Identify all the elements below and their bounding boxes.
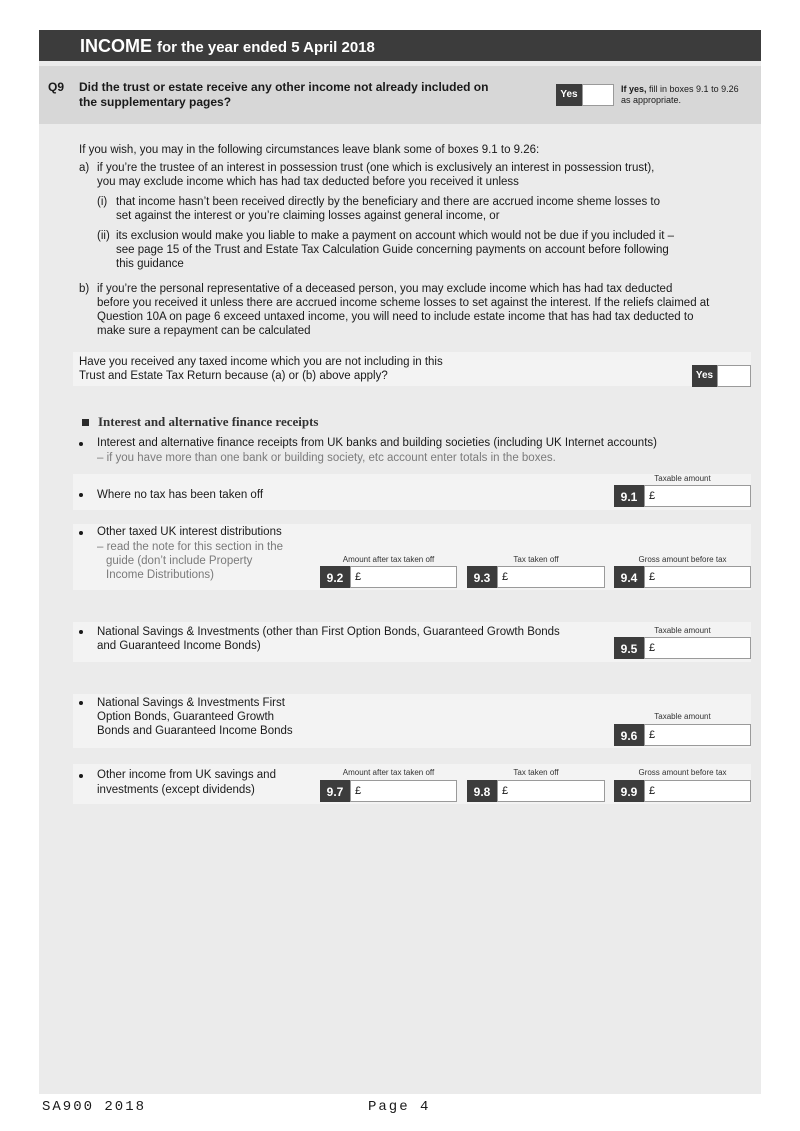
row-9-2-line1: Other taxed UK interest distributions bbox=[97, 526, 282, 538]
box-9-3-input[interactable]: £ bbox=[497, 566, 605, 588]
q9-yes-checkbox[interactable] bbox=[582, 84, 614, 106]
intro-ii-line1: its exclusion would make you liable to make a payment on account which would not be due if you included it – bbox=[116, 230, 675, 242]
box-9-8-number: 9.8 bbox=[467, 780, 497, 802]
intro-b-line3: Question 10A on page 6 exceed untaxed income, you will need to include estate income that has had tax deducted to bbox=[97, 311, 694, 323]
bullet-icon bbox=[79, 493, 83, 497]
intro-lead: If you wish, you may in the following circumstances leave blank some of boxes 9.1 to 9.26: bbox=[79, 144, 540, 156]
row-9-6-line2: Option Bonds, Guaranteed Growth bbox=[97, 711, 275, 723]
label-taxable-9-1: Taxable amount bbox=[654, 474, 711, 483]
label-after-tax-9-2: Amount after tax taken off bbox=[342, 555, 435, 564]
row-9-2-note1: – read the note for this section in the bbox=[97, 541, 284, 553]
section-square-icon bbox=[82, 419, 89, 426]
box-9-3-number: 9.3 bbox=[467, 566, 497, 588]
bullet-icon bbox=[79, 442, 83, 446]
box-9-5-input[interactable]: £ bbox=[644, 637, 751, 659]
intro-ii-line2: see page 15 of the Trust and Estate Tax Calculation Guide concerning payments on account before following bbox=[116, 244, 669, 256]
taxed-yes-checkbox[interactable] bbox=[717, 365, 751, 387]
header-title-bold: INCOME bbox=[80, 36, 152, 56]
box-9-4-number: 9.4 bbox=[614, 566, 644, 588]
box-9-8-input[interactable]: £ bbox=[497, 780, 605, 802]
box-9-1-input[interactable]: £ bbox=[644, 485, 751, 507]
row-9-7-line1: Other income from UK savings and bbox=[97, 769, 276, 781]
row-9-6-line3: Bonds and Guaranteed Income Bonds bbox=[97, 725, 293, 737]
intro-ii-line3: this guidance bbox=[116, 258, 184, 270]
header-title-rest: for the year ended 5 April 2018 bbox=[157, 39, 375, 56]
intro-i-line2: set against the interest or you’re claiming losses against general income, or bbox=[116, 210, 500, 222]
taxed-question-line2: Trust and Estate Tax Return because (a) or (b) above apply? bbox=[79, 370, 388, 382]
row-9-7-line2: investments (except dividends) bbox=[97, 784, 255, 796]
label-tax-off-9-8: Tax taken off bbox=[513, 768, 559, 777]
section-title: Interest and alternative finance receipts bbox=[98, 414, 319, 429]
if-yes-bold: If yes, bbox=[621, 84, 647, 94]
intro-ii-marker: (ii) bbox=[97, 230, 110, 242]
intro-i-marker: (i) bbox=[97, 196, 108, 208]
bullet-icon bbox=[79, 701, 83, 705]
intro-a-line1: if you’re the trustee of an interest in possession trust (one which is exclusively an interest in possession trust), bbox=[97, 162, 655, 174]
box-9-2-number: 9.2 bbox=[320, 566, 350, 588]
question-number: Q9 bbox=[48, 80, 65, 94]
box-9-1-number: 9.1 bbox=[614, 485, 644, 507]
label-after-tax-9-7: Amount after tax taken off bbox=[342, 768, 435, 777]
q9-yes-label: Yes bbox=[556, 84, 582, 106]
bullet-icon bbox=[79, 531, 83, 535]
row-9-5-line2: and Guaranteed Income Bonds) bbox=[97, 640, 261, 652]
if-yes-instruction bbox=[621, 84, 741, 106]
label-taxable-9-5: Taxable amount bbox=[654, 626, 711, 635]
label-gross-9-4: Gross amount before tax bbox=[638, 555, 727, 564]
box-9-4-input[interactable]: £ bbox=[644, 566, 751, 588]
label-taxable-9-6: Taxable amount bbox=[654, 712, 711, 721]
box-9-2-input[interactable]: £ bbox=[350, 566, 457, 588]
if-yes-rest: fill in boxes 9.1 to 9.26 as appropriate. bbox=[621, 84, 739, 105]
box-9-9-number: 9.9 bbox=[614, 780, 644, 802]
box-9-6-number: 9.6 bbox=[614, 724, 644, 746]
box-9-7-input[interactable]: £ bbox=[350, 780, 457, 802]
row-9-2-note2: guide (don’t include Property bbox=[106, 555, 253, 567]
taxed-yes-label: Yes bbox=[692, 365, 717, 387]
taxed-question-line1: Have you received any taxed income which you are not including in this bbox=[79, 356, 443, 368]
box-9-9-input[interactable]: £ bbox=[644, 780, 751, 802]
box-9-6-input[interactable]: £ bbox=[644, 724, 751, 746]
bullet-icon bbox=[79, 630, 83, 634]
label-gross-9-9: Gross amount before tax bbox=[638, 768, 727, 777]
intro-b-line2: before you received it unless there are accrued income scheme losses to set against the interest. If the reliefs claimed at bbox=[97, 297, 710, 309]
intro-a-marker: a) bbox=[79, 162, 90, 174]
footer-page-number: Page 4 bbox=[368, 1099, 431, 1115]
question-text: Did the trust or estate receive any other income not already included on the supplementary pages? bbox=[79, 80, 489, 109]
row-9-1-text: Where no tax has been taken off bbox=[97, 489, 264, 501]
box-9-5-number: 9.5 bbox=[614, 637, 644, 659]
page-header bbox=[39, 30, 761, 61]
label-tax-off-9-3: Tax taken off bbox=[513, 555, 559, 564]
row-9-6-line1: National Savings & Investments First bbox=[97, 697, 285, 709]
row-9-5-line1: National Savings & Investments (other than First Option Bonds, Guaranteed Growth Bonds bbox=[97, 626, 560, 638]
section-bullet1-note: – if you have more than one bank or building society, etc account enter totals in the boxes. bbox=[97, 452, 556, 464]
intro-b-line1: if you’re the personal representative of a deceased person, you may exclude income which has had tax deducted bbox=[97, 283, 673, 295]
intro-a-line2: you may exclude income which has had tax deducted before you received it unless bbox=[97, 176, 519, 188]
footer-form-id: SA900 2018 bbox=[42, 1099, 147, 1115]
intro-i-line1: that income hasn’t been received directly by the beneficiary and there are accrued income sheme losses to bbox=[116, 196, 660, 208]
intro-b-line4: make sure a repayment can be calculated bbox=[97, 325, 311, 337]
intro-b-marker: b) bbox=[79, 283, 90, 295]
section-bullet1: Interest and alternative finance receipts from UK banks and building societies (including UK Internet accounts) bbox=[97, 437, 657, 449]
bullet-icon bbox=[79, 774, 83, 778]
row-9-2-note3: Income Distributions) bbox=[106, 569, 215, 581]
box-9-7-number: 9.7 bbox=[320, 780, 350, 802]
